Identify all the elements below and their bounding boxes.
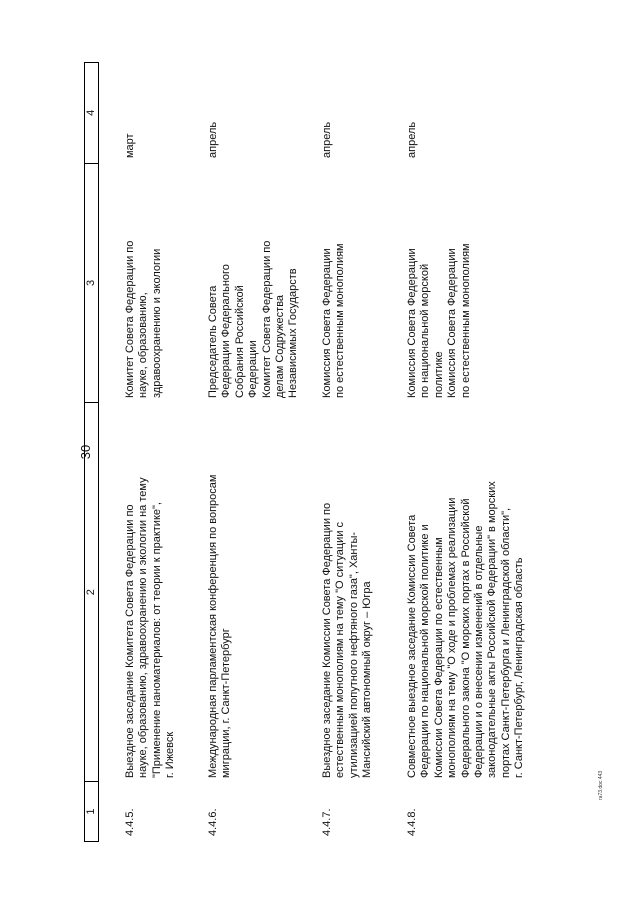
responsible: Председатель Совета Федерации Федерального Собрания Российской Федерации Комитет Совета Федерации по делам Содружества Независимых Государств [207,240,300,398]
event-description: Выездное заседание Комиссии Совета Федерации по естественным монополиям на тему "О ситуации с утилизацией попутного нефтяного газа", Ханты- Мансийский автономный округ – Югра [321,502,374,778]
event-description: Совместное выездное заседание Комиссии Совета Федерации по национальной морской политике и Комиссии Совета Федерации по естественным монополиям на тему "О ходе и проблемах реализации Федерального закона "О морских портах в Российской Федерации и о внесении изменений в отдельные законодательные акты Российской Федерации" в морских портах Санкт-Петербурга и Ленинградской области", г. Санкт-Петербург, Ленинградская область [406,481,526,778]
month: апрель [406,121,418,158]
row-number: 4.4.7. [321,808,333,836]
table-row [124,62,178,842]
month: март [124,133,136,158]
month: апрель [207,121,219,158]
footer-code: ra73.doc 443 [598,770,604,800]
table-row [321,62,375,842]
rotated-table [84,62,612,842]
table-row [406,62,527,842]
row-number: 4.4.6. [207,808,219,836]
header-col-2: 2 [85,402,98,781]
table-row [207,62,301,842]
header-col-1: 1 [85,781,98,841]
header-col-3: 3 [85,163,98,402]
table-header [84,62,99,842]
page-number: 30 [78,444,93,460]
responsible: Комитет Совета Федерации по науке, образованию, здравоохранению и экологии [124,240,163,398]
responsible: Комиссия Совета Федерации по естественным монополиям [321,243,347,398]
event-description: Выездное заседание Комитета Совета Федерации по науке, образованию, здравоохранению и экологии на тему "Применение наноматериалов: от теории к практике", г. Ижевск [124,477,177,778]
header-col-4: 4 [85,109,97,116]
responsible: Комиссия Совета Федерации по национальной морской политике Комиссия Совета Федерации по естественным монополиям [406,243,472,398]
month: апрель [321,121,333,158]
row-number: 4.4.5. [124,808,136,836]
row-number: 4.4.8. [406,808,418,836]
event-description: Международная парламентская конференция по вопросам миграции, г. Санкт-Петербург [207,474,233,778]
